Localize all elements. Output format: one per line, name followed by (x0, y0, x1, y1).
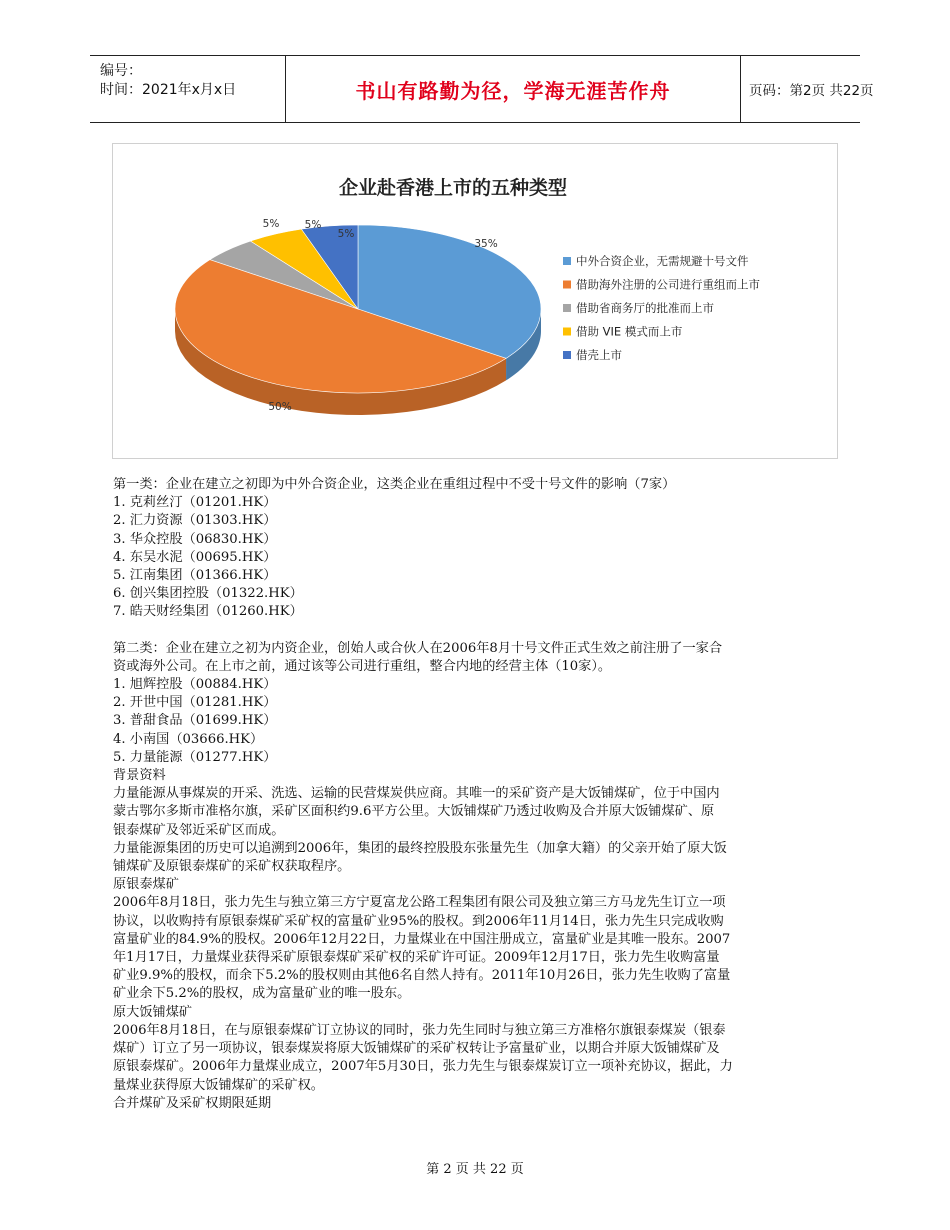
cat1-item: 5. 江南集团（01366.HK） (113, 568, 277, 584)
yintai-para-line: 矿业余下5.2%的股权，成为富量矿业的唯一股东。 (113, 986, 411, 1002)
cat1-item: 1. 克莉丝汀（01201.HK） (113, 495, 277, 511)
background-para-line: 铺煤矿及原银泰煤矿的采矿权获取程序。 (113, 859, 351, 875)
pie-data-label: 5% (304, 219, 322, 231)
background-para-line: 力量能源从事煤炭的开采、洗选、运输的民营煤炭供应商。其唯一的采矿资产是大饭铺煤矿，位于中国内 (113, 786, 720, 802)
cat2-item: 4. 小南国（03666.HK） (113, 731, 264, 747)
cat2-item: 1. 旭辉控股（00884.HK） (113, 677, 277, 693)
dafanpu-para-line: 原银泰煤矿。2006年力量煤业成立，2007年5月30日，张力先生与银泰煤炭订立一项补充协议，据此，力 (113, 1059, 733, 1075)
yintai-heading: 原银泰煤矿 (113, 877, 179, 893)
header-page-cell (741, 56, 874, 122)
yintai-para-line: 2006年8月18日，张力先生与独立第三方宁夏富龙公路工程集团有限公司及独立第三方马龙先生订立一项 (113, 895, 726, 911)
pie-data-label: 50% (268, 401, 292, 413)
header-page-info: 页码：第2页 共22页 (749, 83, 874, 99)
legend-entry: 借助海外注册的公司进行重组而上市 (576, 277, 760, 292)
pie-data-label: 5% (337, 228, 355, 240)
cat2-intro-line: 第二类：企业在建立之初为内资企业，创始人或合伙人在2006年8月十号文件正式生效之前注册了一家合 (113, 640, 723, 656)
cat2-intro-line: 资或海外公司。在上市之前，通过该等公司进行重组，整合内地的经营主体（10家）。 (113, 658, 612, 674)
header-time-label: 时间：2021年x月x日 (100, 82, 237, 98)
background-para-line: 蒙古鄂尔多斯市准格尔旗，采矿区面积约9.6平方公里。大饭铺煤矿乃透过收购及合并原大饭铺煤矿、原 (113, 804, 715, 820)
pie-data-label: 35% (474, 238, 498, 250)
yintai-para-line: 富量矿业的84.9%的股权。2006年12月22日，力量煤业在中国注册成立，富量矿业是其唯一股东。2007 (113, 931, 731, 947)
dafanpu-heading: 原大饭铺煤矿 (113, 1004, 193, 1020)
page-header (90, 55, 874, 123)
cat1-item: 3. 华众控股（06830.HK） (113, 531, 277, 547)
background-para-line: 银泰煤矿及邻近采矿区而成。 (113, 822, 285, 838)
background-para-line: 力量能源集团的历史可以追溯到2006年，集团的最终控股股东张量先生（加拿大籍）的父亲开始了原大饭 (113, 840, 727, 856)
cat1-item: 2. 汇力资源（01303.HK） (113, 513, 277, 529)
yintai-para-line: 矿业9.9%的股权，而余下5.2%的股权则由其他6名自然人持有。2011年10月26日，张力先生收购了富量 (113, 968, 731, 984)
header-meta-cell (90, 56, 286, 122)
legend-entry: 借助 VIE 模式而上市 (576, 324, 683, 339)
header-motto: 书山有路勤为径，学海无涯苦作舟 (355, 78, 671, 103)
yintai-para-line: 年1月17日，力量煤业获得采矿原银泰煤矿采矿权的采矿许可证。2009年12月17日，张力先生收购富量 (113, 950, 720, 966)
document-body (113, 476, 843, 1113)
legend-entry: 借助省商务厅的批准而上市 (576, 301, 714, 315)
dafanpu-para-line: 2006年8月18日，在与原银泰煤矿订立协议的同时，张力先生同时与独立第三方准格尔旗银泰煤炭（银泰 (113, 1022, 726, 1038)
legend-swatch (563, 281, 571, 289)
header-motto-cell (286, 56, 741, 122)
yintai-para-line: 协议，以收购持有原银泰煤矿采矿权的富量矿业95%的股权。到2006年11月14日，张力先生只完成收购 (113, 913, 724, 929)
dafanpu-para-line: 煤矿）订立了另一项协议，银泰煤炭将原大饭铺煤矿的采矿权转让予富量矿业，以期合并原大饭铺煤矿及 (113, 1041, 720, 1057)
cat2-item: 2. 开世中国（01281.HK） (113, 695, 277, 711)
cat2-item: 5. 力量能源（01277.HK） (113, 749, 277, 765)
dafanpu-para-line: 量煤业获得原大饭铺煤矿的采矿权。 (113, 1077, 324, 1093)
cat1-item: 7. 皓天财经集团（01260.HK） (113, 604, 303, 620)
cat1-item: 6. 创兴集团控股（01322.HK） (113, 586, 303, 602)
page-footer: 第 2 页 共 22 页 (426, 1162, 524, 1177)
legend-swatch (563, 304, 571, 312)
cat1-intro: 第一类：企业在建立之初即为中外合资企业，这类企业在重组过程中不受十号文件的影响（7家） (113, 477, 676, 492)
cat1-item: 4. 东吴水泥（00695.HK） (113, 549, 277, 565)
cat2-item: 3. 普甜食品（01699.HK） (113, 713, 277, 729)
legend-swatch (563, 257, 571, 265)
merge-heading: 合并煤矿及采矿权期限延期 (113, 1095, 272, 1111)
legend-swatch (563, 328, 571, 336)
pie-chart-svg (113, 144, 839, 460)
header-number-label: 编号： (100, 63, 142, 79)
chart-title: 企业赴香港上市的五种类型 (338, 177, 568, 199)
legend-swatch (563, 351, 571, 359)
legend-entry: 借壳上市 (576, 348, 622, 362)
legend-entry: 中外合资企业，无需规避十号文件 (576, 254, 749, 268)
pie-chart (112, 143, 838, 459)
pie-data-label: 5% (262, 218, 280, 230)
background-heading: 背景资料 (113, 768, 166, 784)
